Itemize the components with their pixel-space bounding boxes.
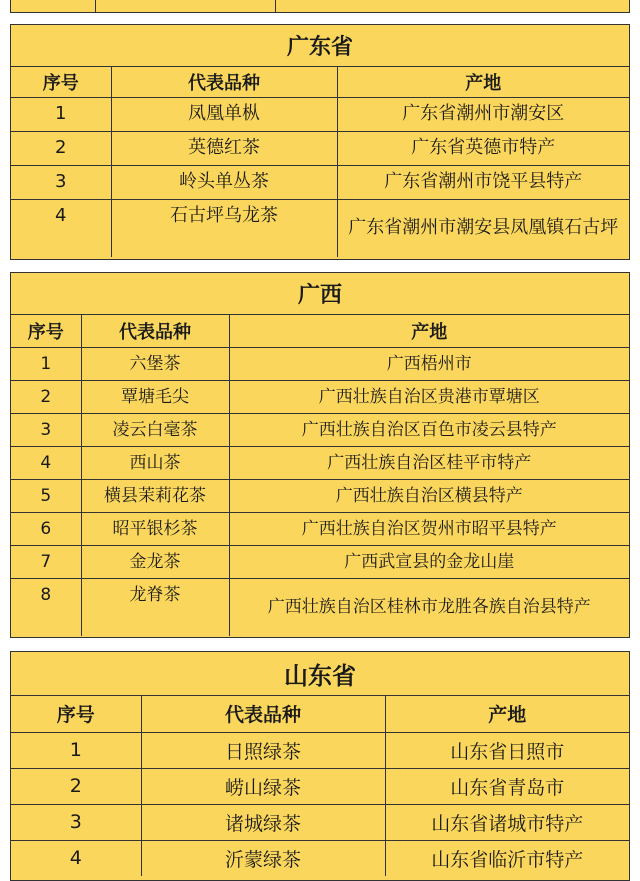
cell-variety: 凤凰单枞 — [111, 97, 337, 131]
table-row — [11, 545, 629, 578]
table-row — [11, 347, 629, 380]
cell-variety — [95, 0, 275, 12]
cell-origin: 广西武宣县的金龙山崖 — [229, 545, 629, 578]
cell-index: 6 — [11, 512, 81, 545]
cell-origin: 广西壮族自治区贵港市覃塘区 — [229, 380, 629, 413]
cell-variety: 覃塘毛尖 — [81, 380, 229, 413]
cell-origin: 山东省诸城市特产 — [385, 804, 629, 840]
cell-variety: 诸城绿茶 — [141, 804, 385, 840]
cell-variety: 横县茉莉花茶 — [81, 479, 229, 512]
table-row — [11, 479, 629, 512]
guangdong-title: 广东省 — [11, 25, 629, 67]
cell-index: 2 — [11, 131, 111, 165]
guangxi-table-block — [10, 272, 630, 638]
table-row — [11, 131, 629, 165]
table-row — [11, 165, 629, 199]
table-row — [11, 578, 629, 636]
previous-table-fragment — [10, 0, 630, 13]
cell-index: 2 — [11, 380, 81, 413]
table-row — [11, 97, 629, 131]
shandong-table-block — [10, 651, 630, 881]
cell-variety: 凌云白毫茶 — [81, 413, 229, 446]
cell-origin: 山东省日照市 — [385, 732, 629, 768]
table-row — [11, 768, 629, 804]
cell-index: 2 — [11, 768, 141, 804]
cell-origin: 广东省潮州市饶平县特产 — [337, 165, 629, 199]
cell-index: 5 — [11, 479, 81, 512]
cell-variety: 岭头单丛茶 — [111, 165, 337, 199]
shandong-title: 山东省 — [11, 652, 629, 696]
cell-index: 3 — [11, 413, 81, 446]
cell-origin: 广东省潮州市潮安区 — [337, 97, 629, 131]
cell-origin: 广西壮族自治区桂林市龙胜各族自治县特产 — [229, 578, 629, 636]
cell-origin — [275, 0, 629, 12]
cell-index: 1 — [11, 347, 81, 380]
cell-variety: 金龙茶 — [81, 545, 229, 578]
cell-index: 3 — [11, 165, 111, 199]
table-row — [11, 0, 629, 12]
cell-variety: 沂蒙绿茶 — [141, 840, 385, 876]
cell-index — [11, 0, 95, 12]
header-index: 序号 — [11, 67, 111, 97]
cell-variety: 石古坪乌龙茶 — [111, 199, 337, 257]
cell-index: 3 — [11, 804, 141, 840]
header-origin: 产地 — [229, 315, 629, 347]
cell-variety: 英德红茶 — [111, 131, 337, 165]
cell-index: 1 — [11, 97, 111, 131]
header-index: 序号 — [11, 315, 81, 347]
cell-index: 4 — [11, 199, 111, 257]
header-variety: 代表品种 — [81, 315, 229, 347]
table-row — [11, 732, 629, 768]
table-row — [11, 446, 629, 479]
guangxi-title: 广西 — [11, 273, 629, 315]
table-row — [11, 199, 629, 257]
header-row — [11, 315, 629, 347]
cell-index: 4 — [11, 840, 141, 876]
cell-origin: 广西梧州市 — [229, 347, 629, 380]
cell-variety: 崂山绿茶 — [141, 768, 385, 804]
cell-origin: 广西壮族自治区百色市凌云县特产 — [229, 413, 629, 446]
cell-variety: 龙脊茶 — [81, 578, 229, 636]
cell-variety: 日照绿茶 — [141, 732, 385, 768]
cell-variety: 西山茶 — [81, 446, 229, 479]
guangdong-table — [11, 67, 629, 257]
cell-origin: 广东省英德市特产 — [337, 131, 629, 165]
header-variety: 代表品种 — [141, 696, 385, 732]
cell-index: 8 — [11, 578, 81, 636]
header-row — [11, 67, 629, 97]
cell-index: 4 — [11, 446, 81, 479]
table-row — [11, 512, 629, 545]
cell-origin: 山东省青岛市 — [385, 768, 629, 804]
header-row — [11, 696, 629, 732]
cell-origin: 山东省临沂市特产 — [385, 840, 629, 876]
previous-table — [11, 0, 629, 12]
cell-origin: 广东省潮州市潮安县凤凰镇石古坪 — [337, 199, 629, 257]
table-row — [11, 413, 629, 446]
cell-origin: 广西壮族自治区横县特产 — [229, 479, 629, 512]
cell-index: 7 — [11, 545, 81, 578]
table-row — [11, 804, 629, 840]
cell-variety: 六堡茶 — [81, 347, 229, 380]
cell-variety: 昭平银杉茶 — [81, 512, 229, 545]
header-origin: 产地 — [385, 696, 629, 732]
table-row — [11, 840, 629, 876]
guangdong-table-block — [10, 24, 630, 260]
header-variety: 代表品种 — [111, 67, 337, 97]
header-origin: 产地 — [337, 67, 629, 97]
cell-index: 1 — [11, 732, 141, 768]
guangxi-table — [11, 315, 629, 636]
cell-origin: 广西壮族自治区桂平市特产 — [229, 446, 629, 479]
cell-origin: 广西壮族自治区贺州市昭平县特产 — [229, 512, 629, 545]
header-index: 序号 — [11, 696, 141, 732]
shandong-table — [11, 696, 629, 876]
table-row — [11, 380, 629, 413]
